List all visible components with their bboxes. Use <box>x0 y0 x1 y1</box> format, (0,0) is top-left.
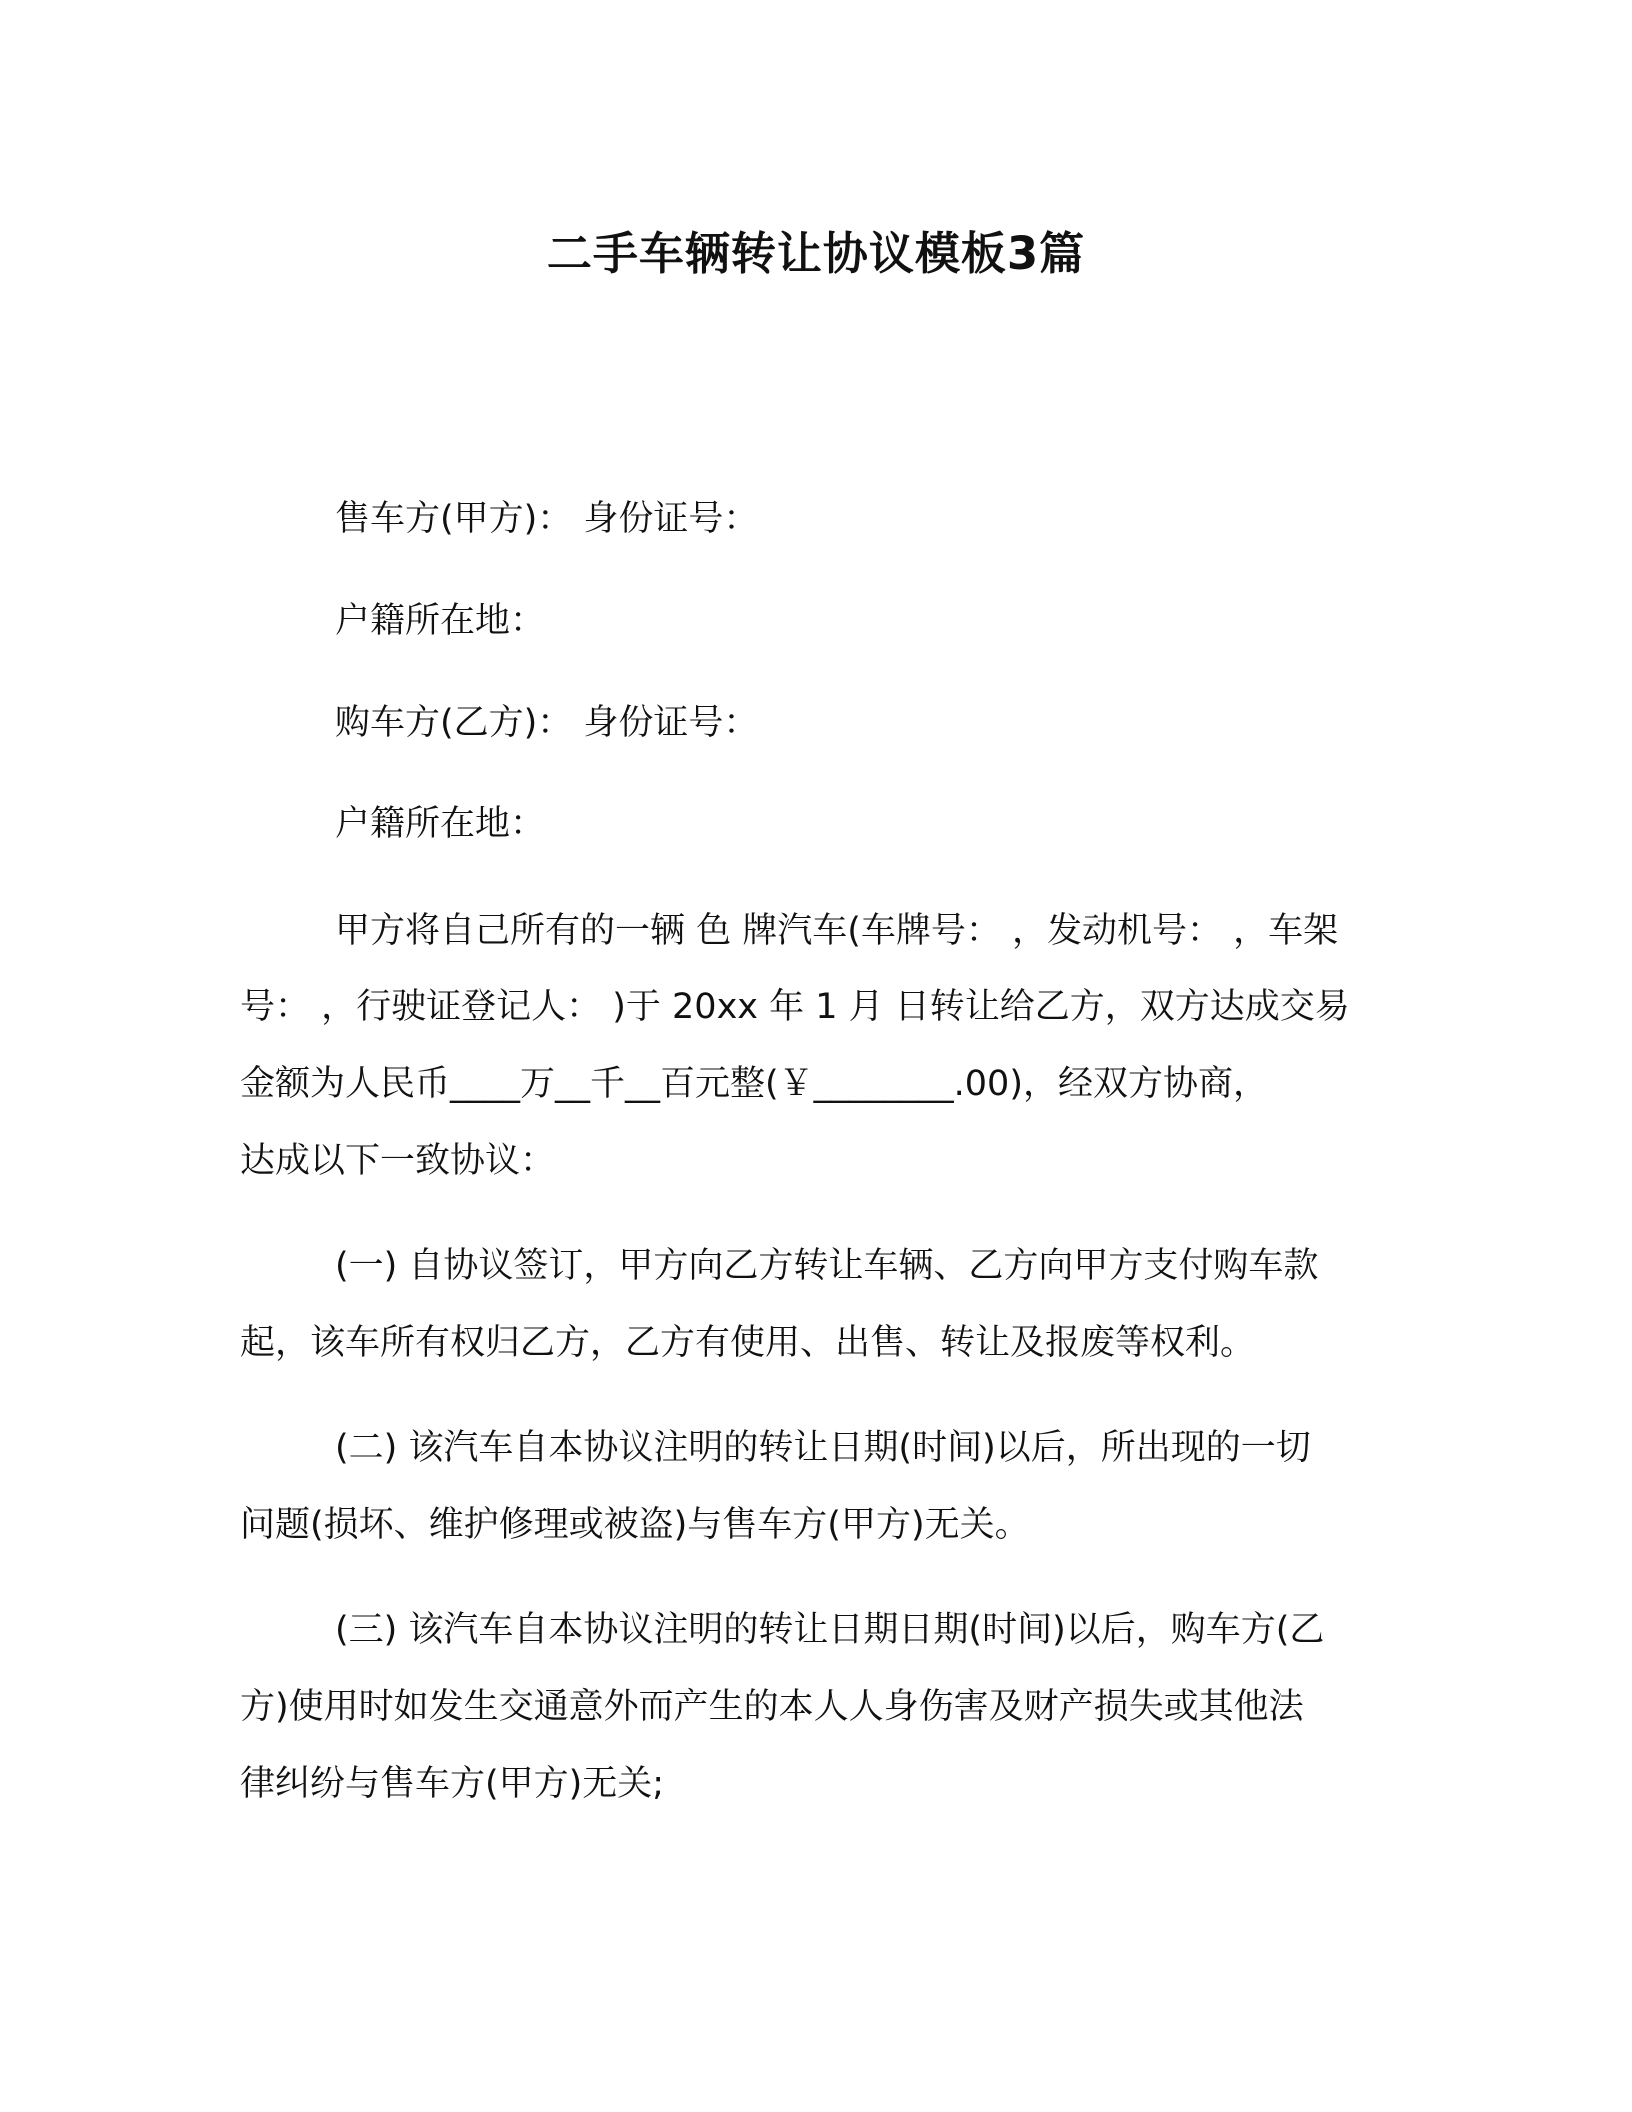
seller-line: 售车方(甲方)： 身份证号： <box>335 499 759 539</box>
clause-2-line-2: 问题(损坏、维护修理或被盗)与售车方(甲方)无关。 <box>240 1505 1030 1545</box>
buyer-residence-line: 户籍所在地： <box>335 804 546 844</box>
paragraph-transfer-line-3: 金额为人民币____万__千__百元整(￥________.00)，经双方协商， <box>240 1064 1268 1104</box>
clause-1-line-2: 起，该车所有权归乙方，乙方有使用、出售、转让及报废等权利。 <box>240 1323 1256 1363</box>
clause-2-line-1: (二) 该汽车自本协议注明的转让日期(时间)以后，所出现的一切 <box>335 1428 1311 1468</box>
buyer-line: 购车方(乙方)： 身份证号： <box>335 703 759 743</box>
clause-3-line-3: 律纠纷与售车方(甲方)无关; <box>240 1764 665 1804</box>
paragraph-transfer-line-1: 甲方将自己所有的一辆 色 牌汽车(车牌号： ，发动机号： ，车架 <box>335 911 1339 951</box>
paragraph-transfer-line-4: 达成以下一致协议： <box>240 1141 556 1181</box>
clause-1-line-1: (一) 自协议签订，甲方向乙方转让车辆、乙方向甲方支付购车款 <box>335 1246 1319 1286</box>
seller-residence-line: 户籍所在地： <box>335 601 546 641</box>
clause-3-line-2: 方)使用时如发生交通意外而产生的本人人身伤害及财产损失或其他法 <box>240 1687 1304 1727</box>
paragraph-transfer-line-2: 号： ，行驶证登记人： )于 20xx 年 1 月 日转让给乙方，双方达成交易 <box>240 987 1350 1027</box>
document-title: 二手车辆转让协议模板3篇 <box>546 227 1086 280</box>
clause-3-line-1: (三) 该汽车自本协议注明的转让日期日期(时间)以后，购车方(乙 <box>335 1610 1325 1650</box>
